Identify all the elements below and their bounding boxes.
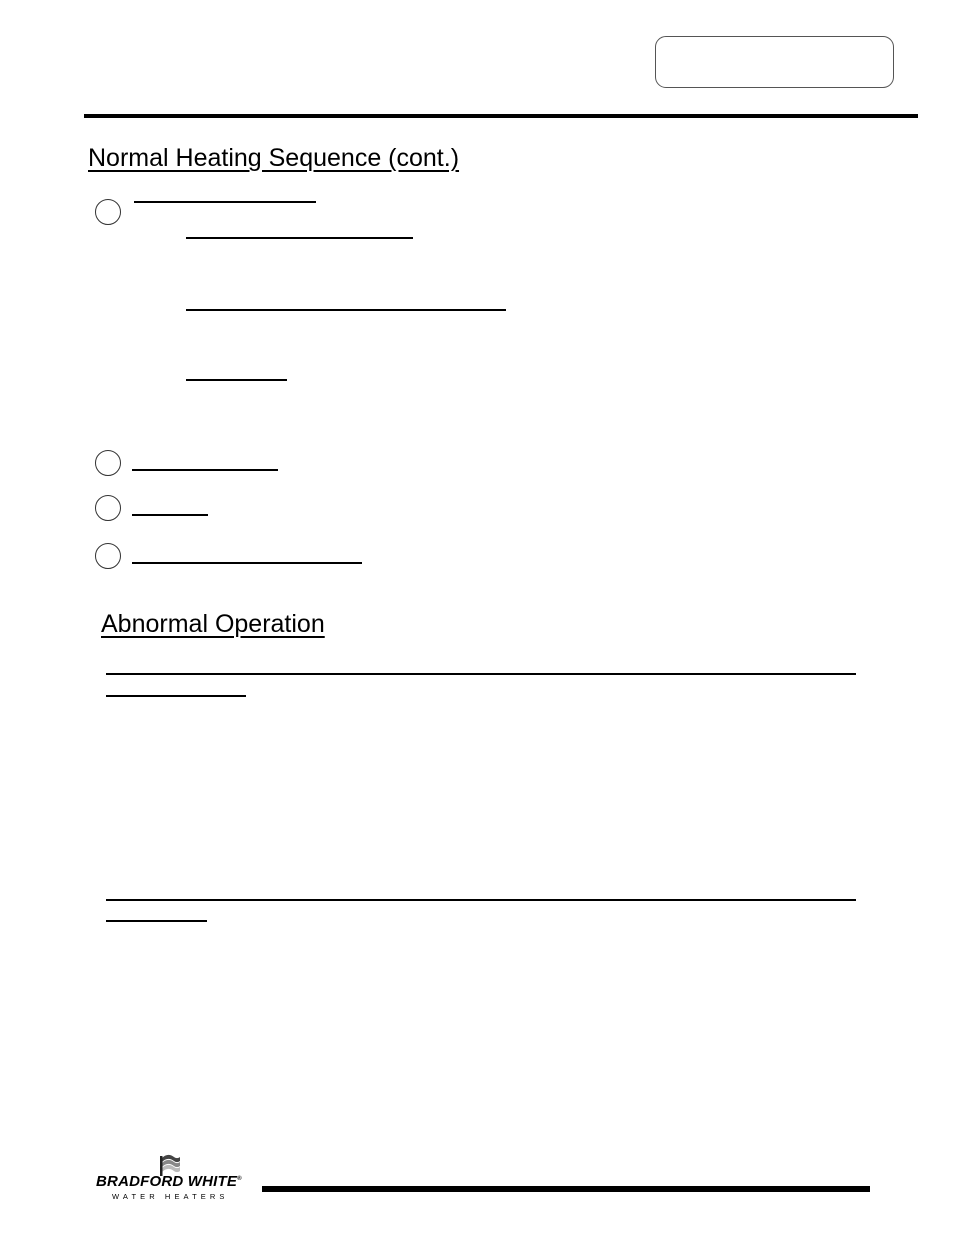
step-heading-line [134,201,316,203]
section-heading-normal-heating: Normal Heating Sequence (cont.) [88,144,460,172]
footer-rule [262,1186,870,1192]
paragraph-heading-line [106,920,207,922]
step-heading-line [132,514,208,516]
paragraph-heading-line [106,899,856,901]
paragraph-heading-line [106,673,856,675]
step-marker-circle [95,199,121,225]
brand-name: BRADFORD WHITE® [96,1173,242,1190]
paragraph-heading-line [106,695,246,697]
brand-tagline: WATER HEATERS [112,1192,229,1201]
step-marker-circle [95,450,121,476]
substep-heading-line [186,379,287,381]
header-rule [84,114,918,118]
substep-heading-line [186,309,506,311]
section-heading-abnormal-operation: Abnormal Operation [101,610,325,638]
step-heading-line [132,469,278,471]
step-marker-circle [95,495,121,521]
step-heading-line [132,562,362,564]
step-marker-circle [95,543,121,569]
page-tab-box [655,36,894,88]
substep-heading-line [186,237,413,239]
